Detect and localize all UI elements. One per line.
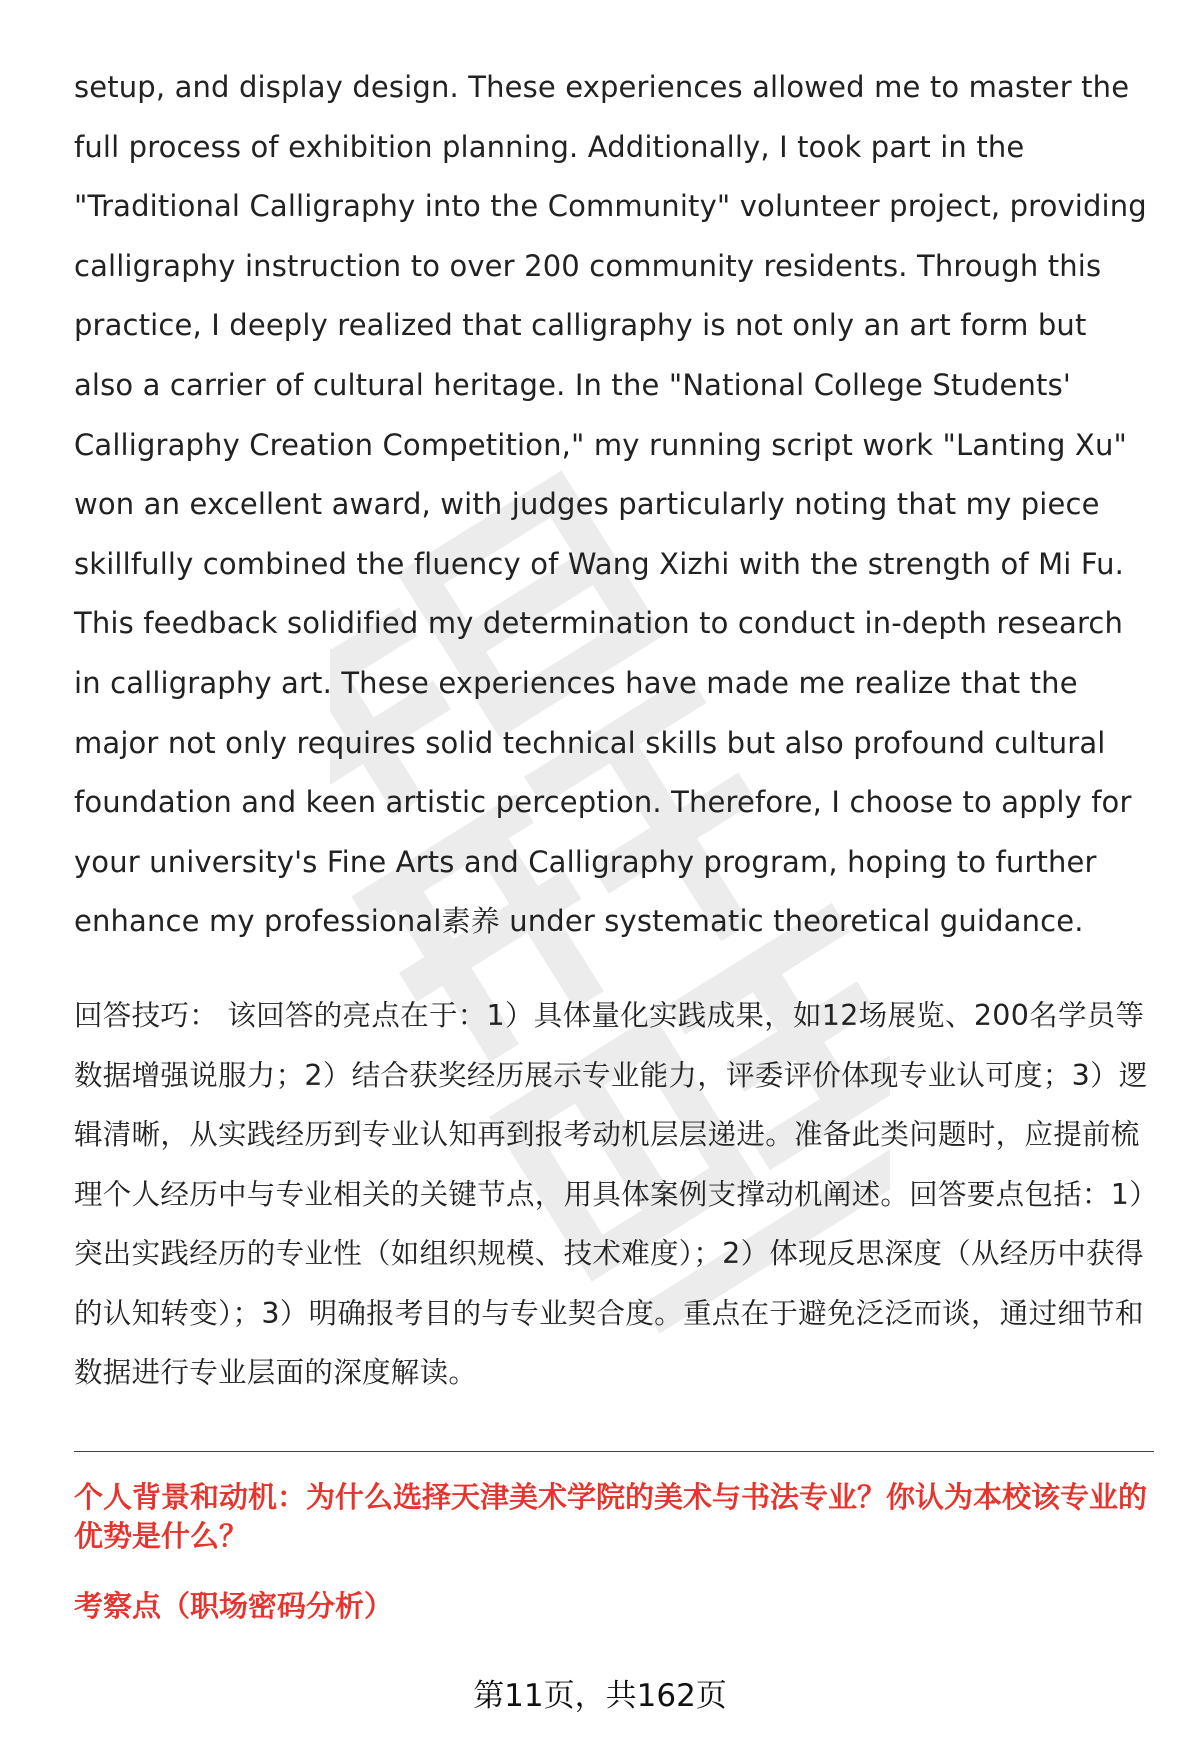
main-content bbox=[74, 58, 1154, 1626]
english-answer-paragraph: setup, and display design. These experiences allowed me to master the full process of exhibition planning. Additionally, I took part in the "Traditional Calligraphy into the Community" volunteer project, providing calligraphy instruction to over 200 community residents. Through this practice, I deeply realized that calligraphy is not only an art form but also a carrier of cultural heritage. In the "National College Students' Calligraphy Creation Competition," my running script work "Lanting Xu" won an excellent award, with judges particularly noting that my piece skillfully combined the fluency of Wang Xizhi with the strength of Mi Fu. This feedback solidified my determination to conduct in-depth research in calligraphy art. These experiences have made me realize that the major not only requires solid technical skills but also profound cultural foundation and keen artistic perception. Therefore, I choose to apply for your university's Fine Arts and Calligraphy program, hoping to further enhance my professional素养 under systematic theoretical guidance. bbox=[74, 70, 1147, 939]
page-indicator: 第11页，共162页 bbox=[473, 1678, 727, 1714]
answer-tips-paragraph: 回答技巧： 该回答的亮点在于：1）具体量化实践成果，如12场展览、200名学员等数据增强说服力；2）结合获奖经历展示专业能力，评委评价体现专业认可度；3）逻辑清晰，从实践经历到专业认知再到报考动机层层递进。准备此类问题时，应提前梳理个人经历中与专业相关的关键节点，用具体案例支撑动机阐述。回答要点包括：1）突出实践经历的专业性（如组织规模、技术难度）；2）体现反思深度（从经历中获得的认知转变）；3）明确报考目的与专业契合度。重点在于避免泛泛而谈，通过细节和数据进行专业层面的深度解读。 bbox=[74, 998, 1148, 1390]
section-divider bbox=[74, 1451, 1154, 1452]
section-label: 考察点（职场密码分析） bbox=[74, 1589, 394, 1624]
question-heading: 个人背景和动机：为什么选择天津美术学院的美术与书法专业？你认为本校该专业的优势是什么？ bbox=[74, 1480, 1148, 1554]
